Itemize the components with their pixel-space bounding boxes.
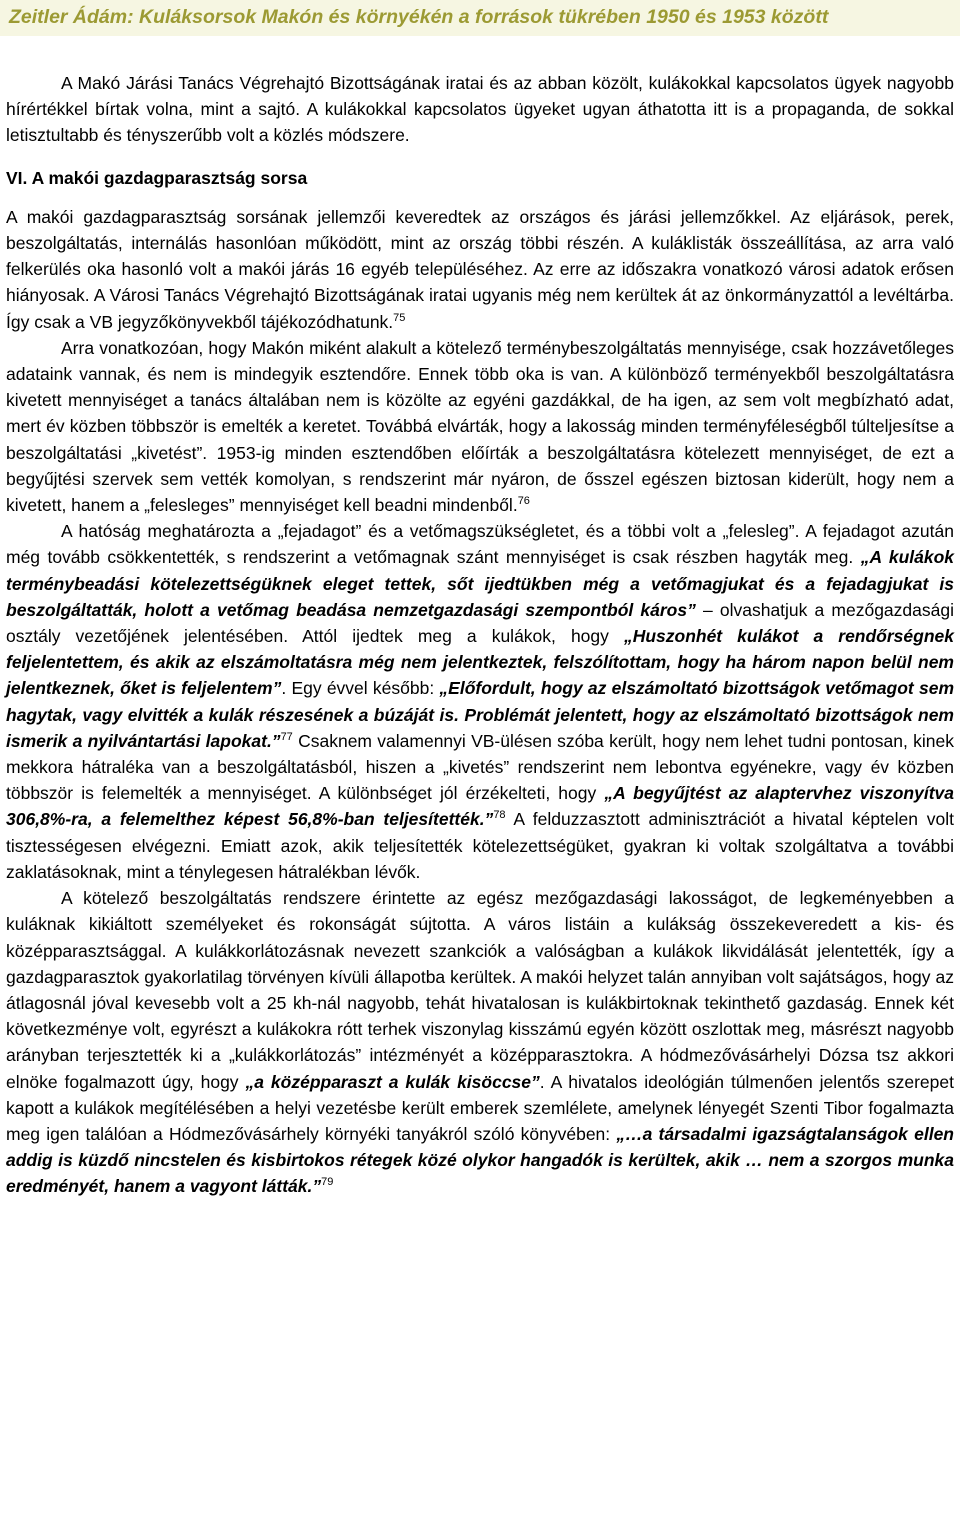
footnote-ref-75[interactable]: 75 <box>393 311 406 324</box>
quote-6: „…a társadalmi igazságtalanságok ellen addig is küzdő nincstelen és kisbirtokos rétegek közé olykor hangadók is kerültek, akik … nem a szorgos munka eredményét, hanem a vagyont látták.” <box>6 1123 954 1197</box>
quote-2: „Huszonhét kulákot a rendőrségnek feljelentettem, és akik az elszámoltatásra még nem jelentkeztek, felszólítottam, hogy ha három napon belül nem jelentkeznek, őket is feljelentem” <box>6 626 954 699</box>
paragraph-5 <box>6 885 954 1199</box>
footnote-ref-76[interactable]: 76 <box>517 495 530 508</box>
footnote-ref-78[interactable]: 78 <box>493 809 506 822</box>
paragraph-1: A Makó Járási Tanács Végrehajtó Bizottságának iratai és az abban közölt, kulákokkal kapcsolatos ügyek nagyobb hírértékkel bírtak volna, mint a sajtó. A kulákokkal kapcsolatos ügyeket ugyan áthatotta itt is a propaganda, de sokkal letisztultabb és tényszerűbb volt a közlés módszere. <box>6 73 954 146</box>
section-heading: VI. A makói gazdagparasztság sorsa <box>6 167 308 188</box>
paragraph-2 <box>6 204 954 335</box>
paragraph-2-text: A makói gazdagparasztság sorsának jellemzői keveredtek az országos és járási jellemzőkkel. Az eljárások, perek, beszolgáltatás, internálás hasonlóan működött, mint az ország többi részén. A kuláklisták összeállítása, az arra való felkerülés oka hasonló volt a makói járás 16 egyéb településéhez. Az erre az időszakra vonatkozó városi adatok erősen hiányosak. A Városi Tanács Végrehajtó Bizottságának iratai ugyanis még nem kerültek át az önkormányzattól a levéltárba. Így csak a VB jegyzőkönyvekből tájékozódhatunk. <box>6 206 954 332</box>
quote-3: „Előfordult, hogy az elszámoltató bizottságok vetőmagot sem hagytak, vagy elvitték a kulák részesének a búzáját is. Problémát jelentett, hogy az elszámoltató bizottságok nem ismerik a nyilvántartási lapokat.” <box>6 678 954 751</box>
paragraph-4-text-c: . Egy évvel később: <box>281 678 440 699</box>
footnote-ref-77[interactable]: 77 <box>280 731 293 744</box>
paragraph-5-text-a: A kötelező beszolgáltatás rendszere érintette az egész mezőgazdasági lakosságot, de legkeményebben a kuláknak kikiáltott személyeket és rokonságát sújtotta. A város listáin a kulákság összekeveredett a kis- és középparasztsággal. A kulákkorlátozásnak nevezett szankciók a valóságban a kulákok likvidálását jelentették, így a gazdagparasztok gyakorlatilag törvényen kívüli állapotba kerültek. A makói helyzet talán annyiban volt sajátságos, hogy az átlagosnál jóval kevesebb volt a 25 kh-nál nagyobb, tehát hivatalosan is kulákbirtoknak tekinthető gazdaság. Ennek két következménye volt, egyrészt a kulákokra rótt terhek viszonylag kisszámú egyén között oszlottak meg, másrészt nagyobb arányban terjesztették ki a „kulákkorlátozás” intézményét a középparasztokra. A hódmezővásárhelyi Dózsa tsz akkori elnöke fogalmazott úgy, hogy <box>6 888 954 1092</box>
running-header: Zeitler Ádám: Kuláksorsok Makón és környékén a források tükrében 1950 és 1953 között <box>0 0 960 36</box>
quote-5: „a középparaszt a kulák kisöccse” <box>245 1071 540 1092</box>
paragraph-4-text-e: A felduzzasztott adminisztrációt a hivatal képtelen volt tisztességesen elvégezni. Emiatt azok, akik teljesítették kötelezettségüket, gyakran ki voltak szolgáltatva a további zaklatásoknak, mint a ténylegesen hátralékban lévők. <box>6 809 954 882</box>
quote-1: „A kulákok terménybeadási kötelezettségüknek eleget tettek, sőt ijedtükben még a vetőmagjukat és a fejadagjukat is beszolgáltatták, holott a vetőmag beadása nemzetgazdasági szempontból káros” <box>6 547 955 620</box>
footnote-ref-79[interactable]: 79 <box>321 1176 334 1189</box>
paragraph-4-text-a: A hatóság meghatározta a „fejadagot” és a vetőmagszükségletet, és a többi volt a „felesleg”. A fejadagot azután még tovább csökkentették, s rendszerint a vetőmagnak szánt mennyiséget is csak részben hagyták meg. <box>6 521 954 568</box>
paragraph-4-text-d: Csaknem valamennyi VB-ülésen szóba került, hogy nem lehet tudni pontosan, kinek mekkora hátraléka van a beszolgáltatásból, hiszen a „kivetés” rendszerint nem lebontva egyénekre, vagy év közben többször is felemelték a mennyiséget. A különbséget jól érzékelteti, hogy <box>6 730 954 804</box>
paragraph-5-text-b: . A hivatalos ideológián túlmenően jelentős szerepet kapott a kulákok megítélésében a helyi vezetésbe került emberek szemlélete, amelynek lényegét Szenti Tibor fogalmazta meg igen találóan a Hódmezővásárhely környéki tanyákról szóló könyvében: <box>6 1071 954 1144</box>
paragraph-4 <box>6 518 954 885</box>
paragraph-4-text-b: – olvashatjuk a mezőgazdasági osztály vezetőjének jelentésében. Attól ijedtek meg a kulákok, hogy <box>6 599 954 647</box>
paragraph-3-text: Arra vonatkozóan, hogy Makón miként alakult a kötelező terménybeszolgáltatás mennyisége, csak hozzávetőleges adataink vannak, és nem is mindegyik esztendőre. Ennek több oka is van. A különböző terményekből beszolgáltatásra kivetett mennyiséget a tanács általában nem is közölte az egyéni gazdákkal, de ha igen, az sem volt megbízható adat, mert év közben többször is emelték a keretet. Továbbá elvárták, hogy a lakosság minden terményféleségből túlteljesítse a beszolgáltatási „kivetést”. 1953-ig minden esztendőben előírták a beszolgáltatásra kötelezett mennyiséget, de ezt a begyűjtési szervek sem vették komolyan, s rendszerint már nyáron, de ősszel egészen biztosan kiderült, hogy nem a kivetett, hanem a „felesleges” mennyiséget kell beadni mindenből. <box>6 337 954 516</box>
document-body <box>6 70 954 1200</box>
quote-4: „A begyűjtést az alaptervhez viszonyítva 306,8%-ra, a felemelthez képest 56,8%-ban teljesítették.” <box>6 783 954 830</box>
paragraph-3 <box>6 335 954 518</box>
